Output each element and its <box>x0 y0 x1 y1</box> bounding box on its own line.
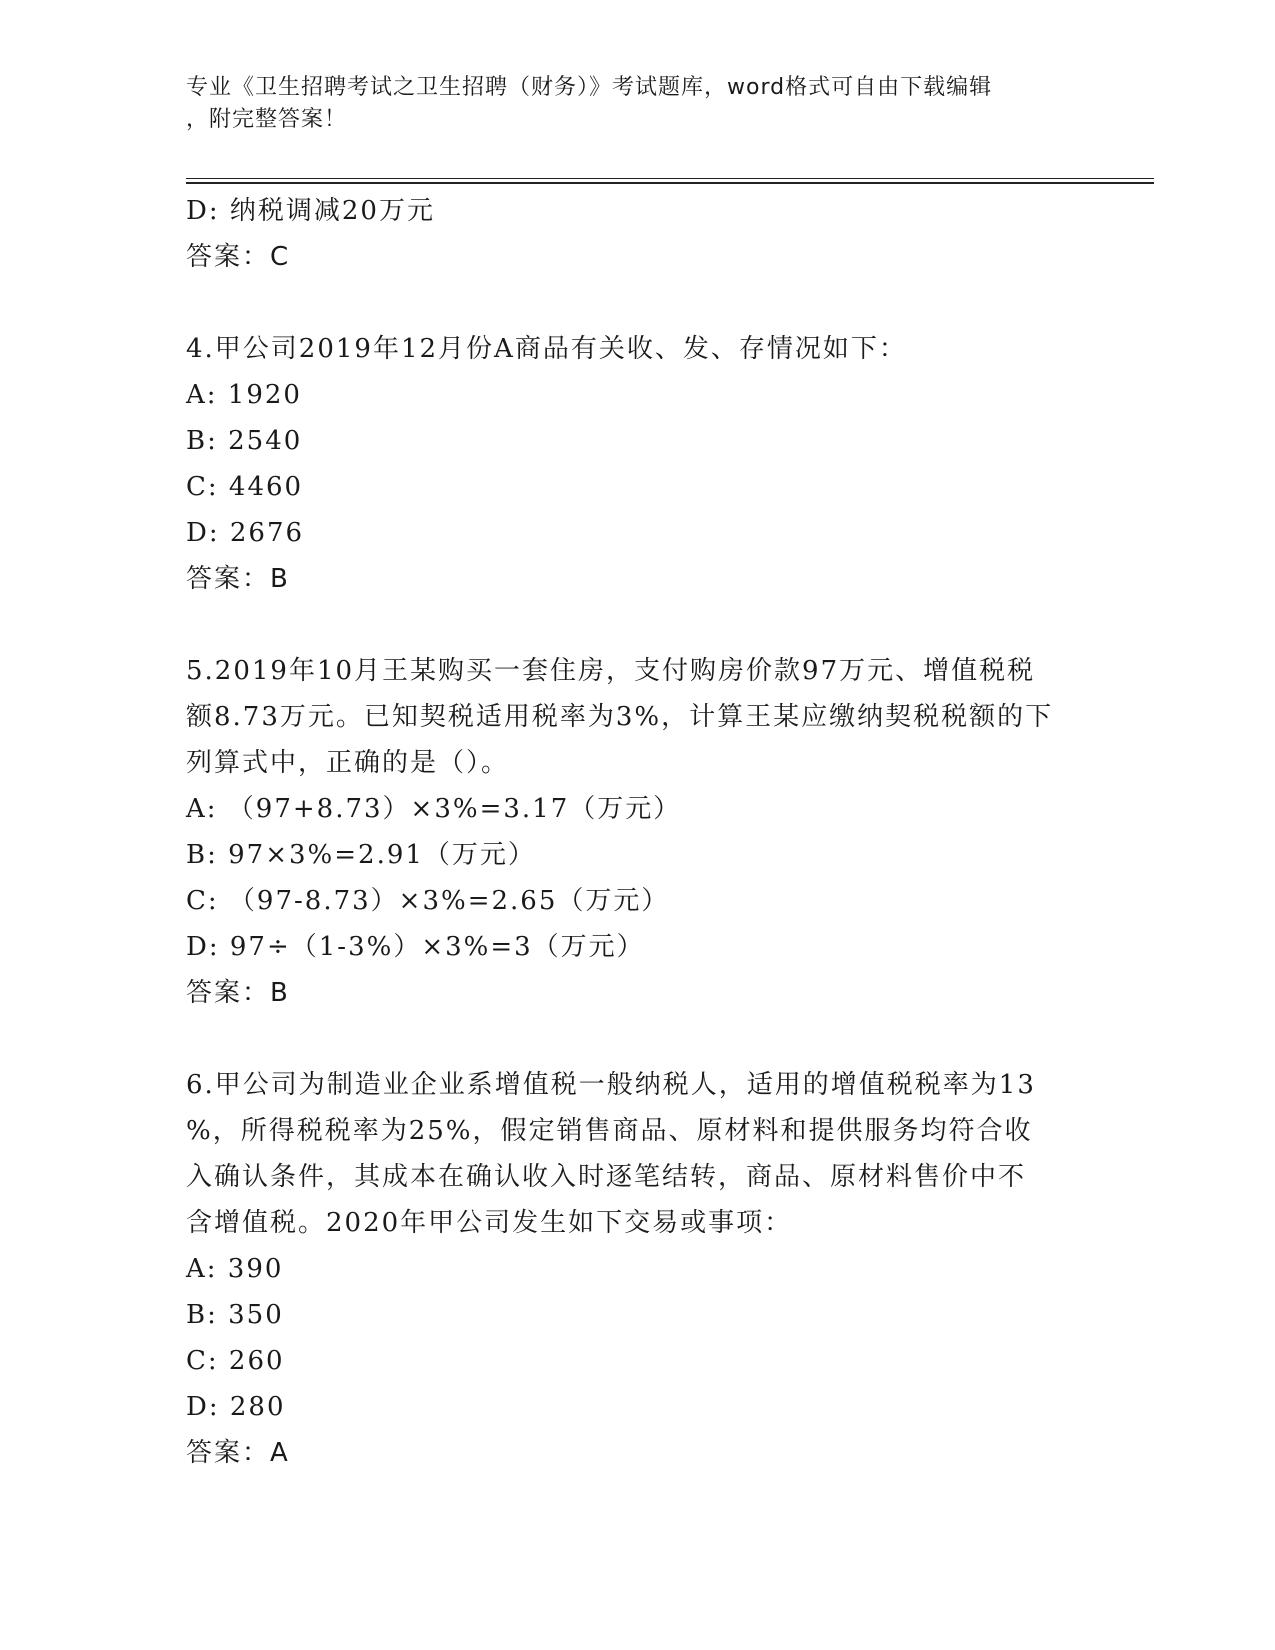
header-line-1: 专业《卫生招聘考试之卫生招聘（财务）》考试题库，word格式可自由下载编辑 <box>186 75 993 100</box>
q4-stem: 4.甲公司2019年12月份A商品有关收、发、存情况如下： <box>186 334 907 364</box>
question-content <box>186 188 1086 1476</box>
q4-option-b: B: 2540 <box>186 426 303 456</box>
header-divider-thick <box>186 182 1154 184</box>
prev-answer: 答案：C <box>186 242 291 272</box>
document-header <box>186 72 1066 136</box>
q5-answer: 答案：B <box>186 978 290 1008</box>
q5-stem-line-1: 5.2019年10月王某购买一套住房，支付购房价款97万元、增值税税 <box>186 656 1036 686</box>
q6-option-c: C: 260 <box>186 1346 285 1376</box>
q6-option-a: A: 390 <box>186 1254 284 1284</box>
q5-option-d: D: 97÷（1-3%）×3%=3（万元） <box>186 932 645 962</box>
q5-stem-line-2: 额8.73万元。已知契税适用税率为3%，计算王某应缴纳契税税额的下 <box>186 702 1054 732</box>
q6-option-b: B: 350 <box>186 1300 284 1330</box>
q6-stem-line-2: %，所得税税率为25%，假定销售商品、原材料和提供服务均符合收 <box>186 1116 1033 1146</box>
spacer <box>186 280 1086 326</box>
q6-option-d: D: 280 <box>186 1392 286 1422</box>
q4-option-c: C: 4460 <box>186 472 304 502</box>
q6-stem-line-4: 含增值税。2020年甲公司发生如下交易或事项： <box>186 1208 793 1238</box>
q6-stem-line-1: 6.甲公司为制造业企业系增值税一般纳税人，适用的增值税税率为13 <box>186 1070 1036 1100</box>
spacer <box>186 602 1086 648</box>
header-line-2: ，附完整答案！ <box>186 107 348 132</box>
q5-option-a: A: （97+8.73）×3%=3.17（万元） <box>186 794 682 824</box>
q5-option-c: C: （97-8.73）×3%=2.65（万元） <box>186 886 670 916</box>
header-divider-thin <box>186 178 1154 179</box>
q4-answer: 答案：B <box>186 564 290 594</box>
spacer <box>186 1016 1086 1062</box>
q5-stem-line-3: 列算式中，正确的是（）。 <box>186 748 510 778</box>
q4-option-a: A: 1920 <box>186 380 302 410</box>
q5-option-b: B: 97×3%=2.91（万元） <box>186 840 536 870</box>
q6-stem-line-3: 入确认条件，其成本在确认收入时逐笔结转，商品、原材料售价中不 <box>186 1162 1027 1192</box>
q4-option-d: D: 2676 <box>186 518 305 548</box>
q6-answer: 答案：A <box>186 1438 290 1468</box>
prev-option-d: D: 纳税调减20万元 <box>186 196 435 226</box>
